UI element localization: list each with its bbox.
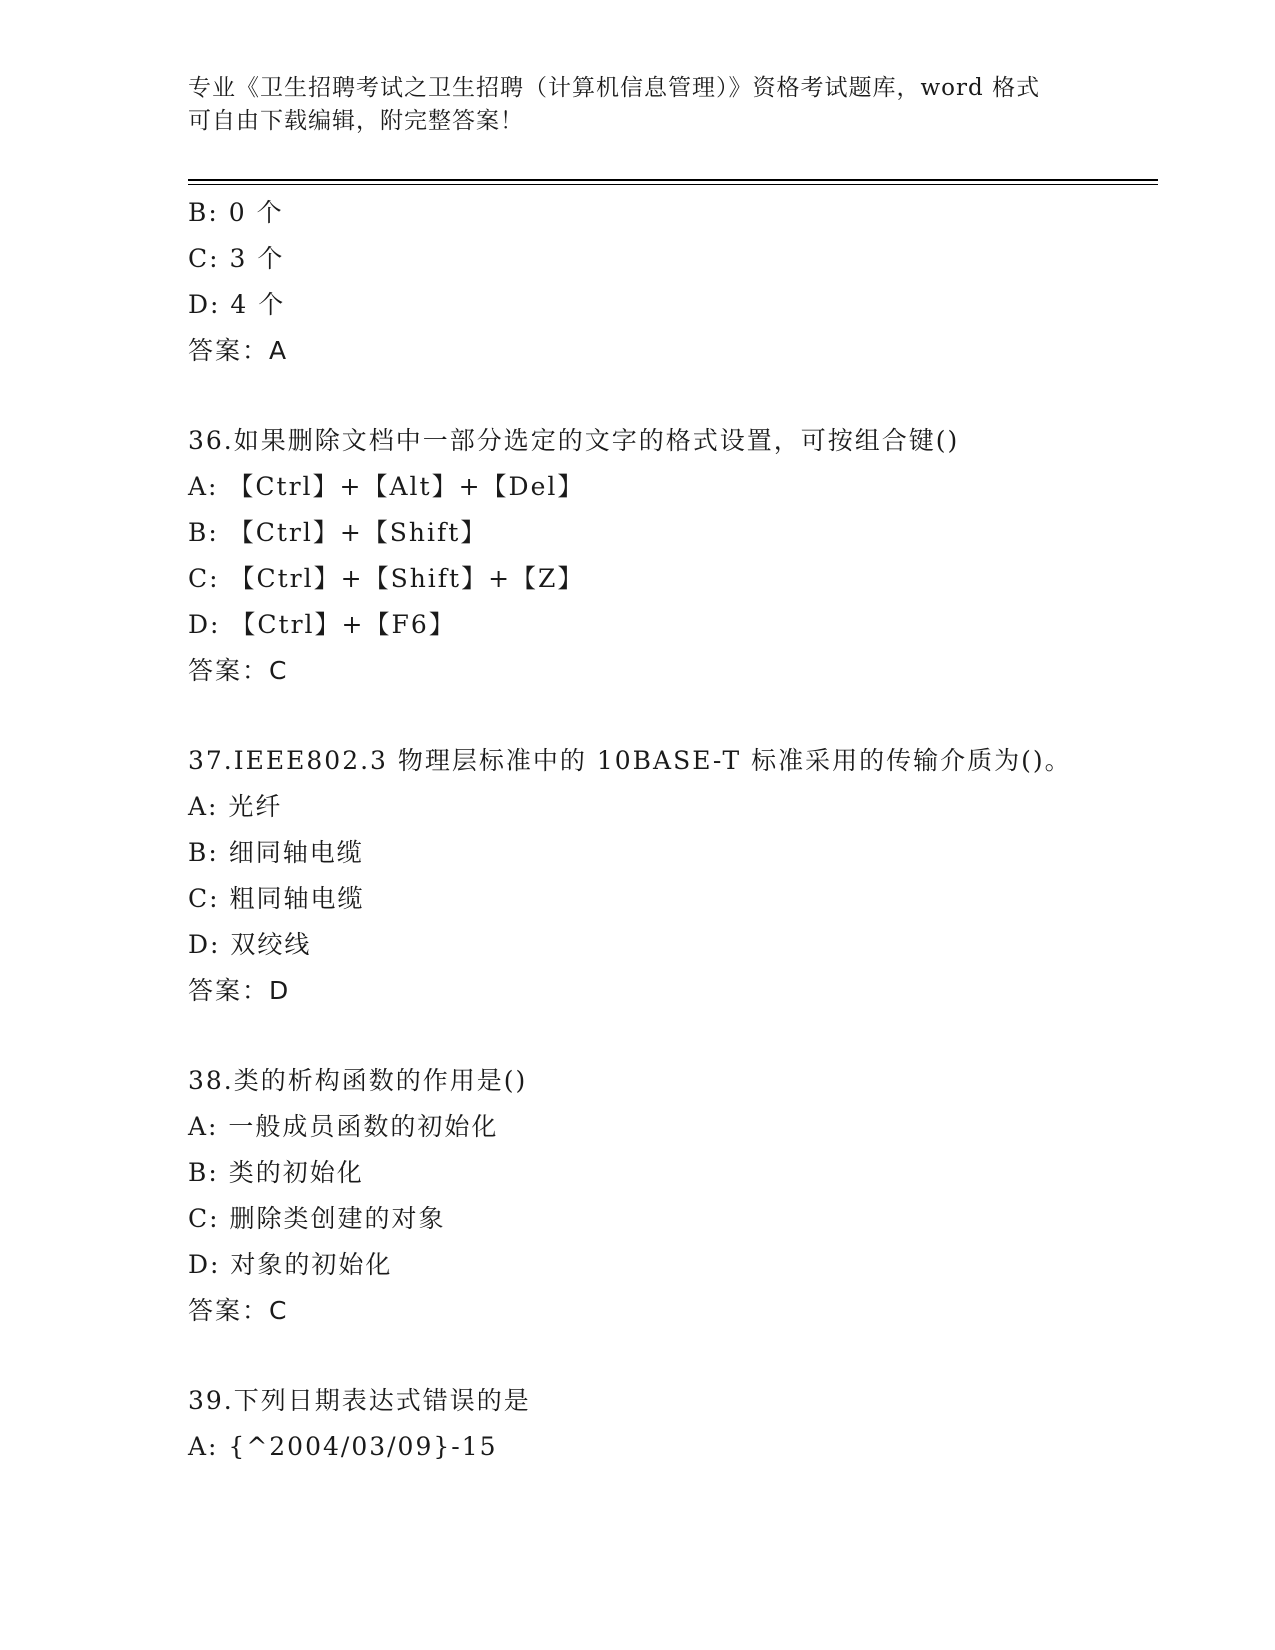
answer-line: 答案：D bbox=[188, 976, 291, 1005]
option-c: C: 删除类创建的对象 bbox=[188, 1204, 446, 1233]
question-list bbox=[188, 190, 1158, 1470]
header-line-2: 可自由下载编辑，附完整答案！ bbox=[188, 108, 524, 134]
spacer bbox=[188, 1334, 1158, 1378]
answer-line: 答案：A bbox=[188, 336, 289, 365]
option-b: B: 细同轴电缆 bbox=[188, 838, 364, 867]
question-stem: 38.类的析构函数的作用是() bbox=[188, 1066, 528, 1095]
option-d: D: 对象的初始化 bbox=[188, 1250, 393, 1279]
option-a: A: 光纤 bbox=[188, 792, 283, 821]
option-c: C: 粗同轴电缆 bbox=[188, 884, 365, 913]
option-c: C: 【Ctrl】+【Shift】+【Z】 bbox=[188, 564, 585, 593]
question-stem: 39.下列日期表达式错误的是 bbox=[188, 1386, 531, 1415]
header-line-1: 专业《卫生招聘考试之卫生招聘（计算机信息管理）》资格考试题库，word 格式 bbox=[188, 75, 1041, 101]
spacer bbox=[188, 374, 1158, 418]
option-d: D: 4 个 bbox=[188, 290, 286, 319]
question-stem: 37.IEEE802.3 物理层标准中的 10BASE-T 标准采用的传输介质为()。 bbox=[188, 746, 1072, 775]
option-d: D: 【Ctrl】+【F6】 bbox=[188, 610, 456, 639]
question-39 bbox=[188, 1378, 1158, 1470]
option-b: B: 【Ctrl】+【Shift】 bbox=[188, 518, 488, 547]
document-header bbox=[188, 72, 1088, 138]
question-38 bbox=[188, 1058, 1158, 1334]
header-divider-thick bbox=[188, 179, 1158, 181]
option-a: A: 一般成员函数的初始化 bbox=[188, 1112, 499, 1141]
option-b: B: 类的初始化 bbox=[188, 1158, 364, 1187]
question-stem: 36.如果删除文档中一部分选定的文字的格式设置，可按组合键() bbox=[188, 426, 960, 455]
answer-line: 答案：C bbox=[188, 1296, 289, 1325]
question-37 bbox=[188, 738, 1158, 1014]
spacer bbox=[188, 694, 1158, 738]
option-d: D: 双绞线 bbox=[188, 930, 312, 959]
option-b: B: 0 个 bbox=[188, 198, 284, 227]
header-divider-thin bbox=[188, 184, 1158, 185]
option-a: A: 【Ctrl】+【Alt】+【Del】 bbox=[188, 472, 585, 501]
spacer bbox=[188, 1014, 1158, 1058]
option-a: A: {^2004/03/09}-15 bbox=[188, 1432, 498, 1461]
option-c: C: 3 个 bbox=[188, 244, 285, 273]
answer-line: 答案：C bbox=[188, 656, 289, 685]
question-35-continued bbox=[188, 190, 1158, 374]
question-36 bbox=[188, 418, 1158, 694]
